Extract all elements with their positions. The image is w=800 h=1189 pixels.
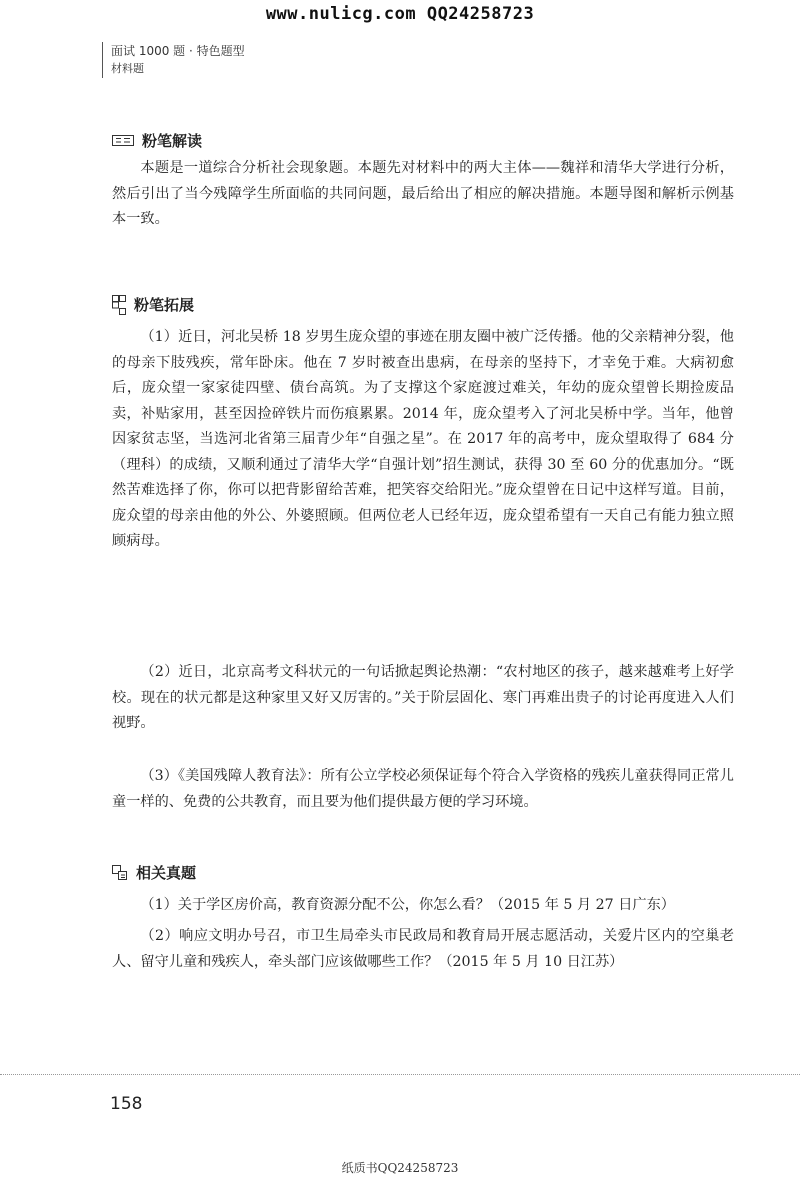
interpretation-icon (112, 135, 134, 146)
related-title: 相关真题 (136, 864, 197, 882)
page-number: 158 (110, 1094, 143, 1114)
extension-icon (112, 295, 126, 315)
interpretation-title: 粉笔解读 (142, 132, 203, 150)
extension-paragraph-3: （3）《美国残障人教育法》：所有公立学校必须保证每个符合入学资格的残疾儿童获得同正常儿童一样的、免费的公共教育，而且要为他们提供最方便的学习环境。 (112, 768, 734, 810)
interpretation-body: 本题是一道综合分析社会现象题。本题先对材料中的两大主体——魏祥和清华大学进行分析，然后引出了当今残障学生所面临的共同问题，最后给出了相应的解决措施。本题导图和解析示例基本一致。 (112, 160, 734, 227)
extension-title: 粉笔拓展 (134, 296, 195, 314)
footer-divider (0, 1074, 800, 1075)
top-watermark: www.nulicg.com QQ24258723 (265, 4, 535, 24)
extension-paragraph-1: （1）近日，河北吴桥 18 岁男生庞众望的事迹在朋友圈中被广泛传播。他的父亲精神分裂，他的母亲下肢残疾，常年卧床。他在 7 岁时被查出患病，在母亲的坚持下，才幸免于难。大病初愈后，庞众望一家家徒四壁、债台高筑。为了支撑这个家庭渡过难关，年幼的庞众望曾长期捡废品卖，补贴家用，甚至因捡碎铁片而伤痕累累。2014 年，庞众望考入了河北吴桥中学。当年，他曾因家贫志坚，当选河北省第三届青少年“自强之星”。在 2017 年的高考中，庞众望取得了 684 分（理科）的成绩，又顺利通过了清华大学“自强计划”招生测试，获得 30 至 60 分的优惠加分。“既然苦难选择了你，你可以把背影留给苦难，把笑容交给阳光。”庞众望曾在日记中这样写道。目前，庞众望的母亲由他的外公、外婆照顾。但两位老人已经年迈，庞众望希望有一天自己有能力独立照顾病母。 (112, 329, 734, 549)
series-subtitle: 材料题 (111, 62, 144, 75)
running-head (102, 42, 245, 78)
interpretation-heading (112, 130, 202, 151)
related-question-2: （2）响应文明办号召，市卫生局牵头市民政局和教育局开展志愿活动，关爱片区内的空巢老人、留守儿童和残疾人，牵头部门应该做哪些工作？（2015 年 5 月 10 日江苏） (112, 928, 734, 970)
related-question-1: （1）关于学区房价高，教育资源分配不公，你怎么看？（2015 年 5 月 27 日广东） (140, 897, 675, 913)
related-heading (112, 862, 196, 883)
series-title: 面试 1000 题 · 特色题型 (111, 44, 245, 58)
bottom-watermark: 纸质书QQ24258723 (341, 1161, 459, 1175)
extension-paragraph-2: （2）近日，北京高考文科状元的一句话掀起舆论热潮：“农村地区的孩子，越来越难考上好学校。现在的状元都是这种家里又好又厉害的。”关于阶层固化、寒门再难出贵子的讨论再度进入人们视野。 (112, 664, 734, 731)
related-icon (112, 865, 128, 881)
extension-heading (112, 294, 194, 315)
